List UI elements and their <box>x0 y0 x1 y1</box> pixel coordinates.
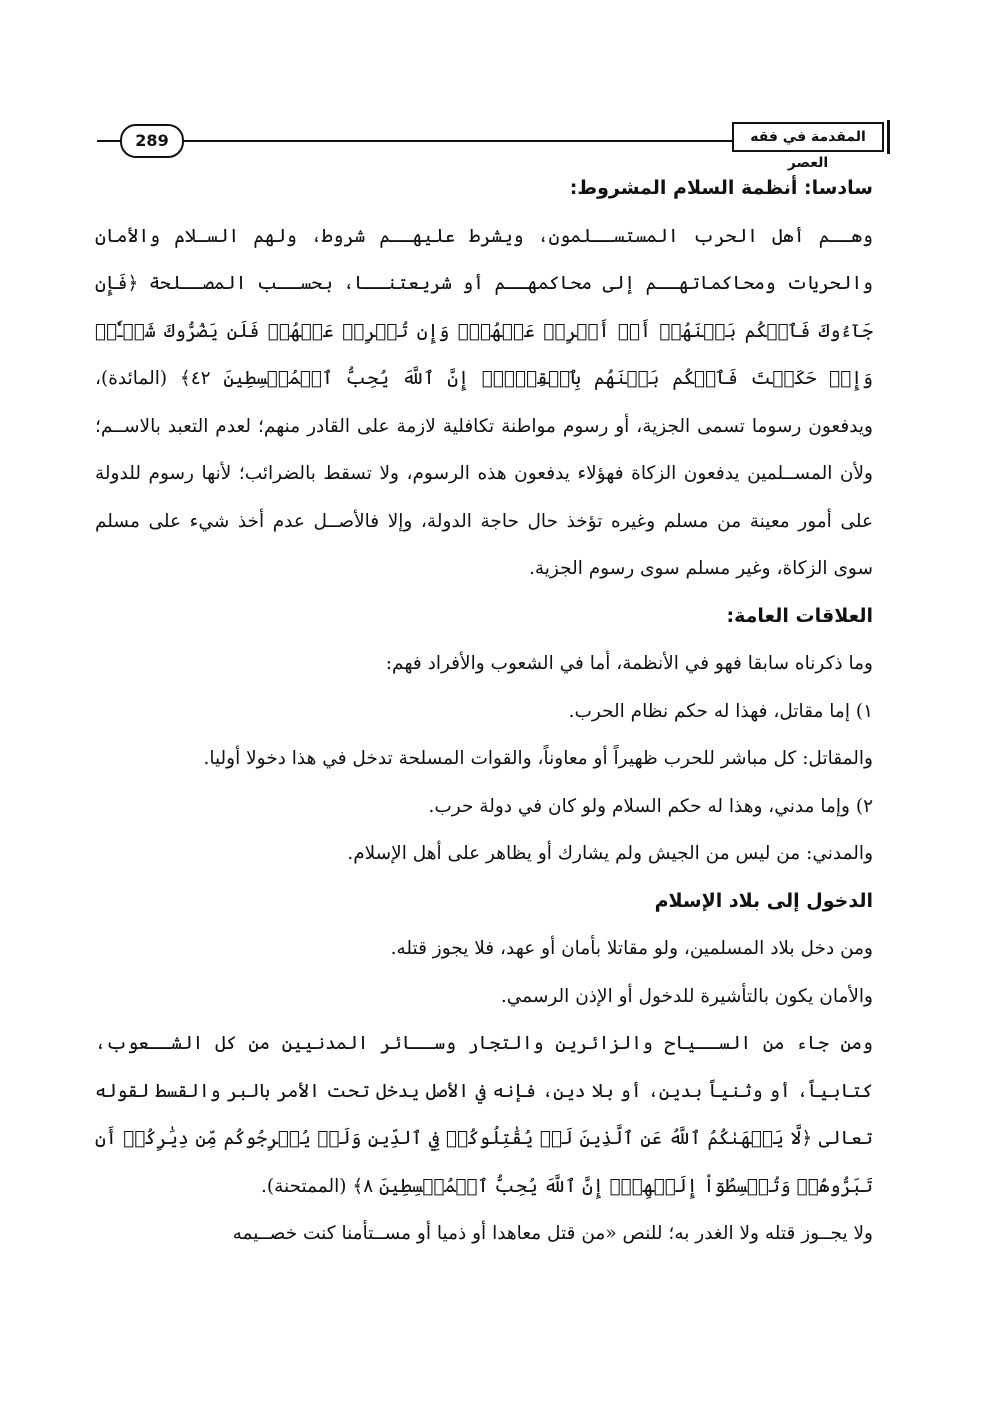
paragraph-text: ومن جاء من الســياح والزائرين والتجار وســائر المدنيين من كل الشــعوب، كتابياً، أو وثنياً بدين، أو بلا دين، فإنه في الأصل يدخل تحت الأمر بالبر والقسط لقوله تعالى <box>95 1033 873 1149</box>
paragraph: والمقاتل: كل مباشر للحرب ظهيراً أو معاوناً، والقوات المسلحة تدخل في هذا دخولا أوليا. <box>203 748 873 769</box>
paragraph: وما ذكرناه سابقا فهو في الأنظمة، أما في الشعوب والأفراد فهم: <box>385 653 873 674</box>
book-title: المقدمة في فقه العصر <box>732 122 884 152</box>
section-heading-entering-islamic-lands: الدخول إلى بلاد الإسلام <box>654 889 873 912</box>
section-heading-conditional-peace: سادسا: أنظمة السلام المشروط: <box>569 177 873 199</box>
paragraph-text: (المائدة)، ويدفعون رسوما تسمى الجزية، أو رسوم مواطنة تكافلية لازمة على القادر منهم؛ لعدم التعبد بالاســم؛ ولأن المســلمين يدفعون الزكاة فهؤلاء يدفعون هذه الرسوم، ولا تسقط بالضرائب؛ لأنها رسوم للدولة على أمور معينة من مسلم وغيره تؤخذ حال حاجة الدولة، وإلا فالأصــل عدم أخذ شيء على مسلم سوى الزكاة، وغير مسلم سوى رسوم الجزية. <box>95 368 873 579</box>
paragraph <box>95 1020 873 1210</box>
paragraph: والمدني: من ليس من الجيش ولم يشارك أو يظاهر على أهل الإسلام. <box>347 843 873 864</box>
quran-verse: ﴿فَإِن جَآءُوكَ فَٱحۡكُم بَيۡنَهُمۡ أَوۡ أَعۡرِضۡ عَنۡهُمۡۖ وَإِن تُعۡرِضۡ عَنۡهُمۡ فَلَن يَضُرُّوكَ شَيۡـٔٗاۖ وَإِنۡ حَكَمۡتَ فَٱحۡكُم بَيۡنَهُم بِٱلۡقِسۡطِۚ إِنَّ ٱللَّهَ يُحِبُّ ٱلۡمُقۡسِطِينَ ٤٢﴾ <box>95 273 873 389</box>
paragraph-text: (الممتحنة). <box>260 1175 353 1197</box>
section-heading-public-relations: العلاقات العامة: <box>726 604 873 627</box>
paragraph-text: وهــم أهل الحرب المستســلمون، ويشرط عليهــم شروط، ولهم السـلام والأمان والحريات ومحاكماتهــم إلى محاكمهــم أو شريعتنــا، بحســب المصــلحة <box>95 225 873 294</box>
page-header <box>0 0 1004 171</box>
paragraph: ومن دخل بلاد المسلمين، ولو مقاتلا بأمان أو عهد، فلا يجوز قتله. <box>390 938 873 959</box>
paragraph: ولا يجــوز قتله ولا الغدر به؛ للنص «من قتل معاهدا أو ذميا أو مســتأمنا كنت خصــيمه <box>232 1223 873 1244</box>
page-body <box>95 165 873 1258</box>
quran-verse: ﴿لَّا يَنۡهَىٰكُمُ ٱللَّهُ عَنِ ٱلَّذِينَ لَمۡ يُقَٰتِلُوكُمۡ فِي ٱلدِّينِ وَلَمۡ يُخۡرِجُوكُم مِّن دِيَٰرِكُمۡ أَن تَبَرُّوهُمۡ وَتُقۡسِطُوٓاْ إِلَيۡهِمۡۚ إِنَّ ٱللَّهَ يُحِبُّ ٱلۡمُقۡسِطِينَ ٨﴾ <box>95 1128 873 1197</box>
paragraph: والأمان يكون بالتأشيرة للدخول أو الإذن الرسمي. <box>500 985 873 1007</box>
header-rule <box>180 140 732 142</box>
paragraph <box>95 213 873 593</box>
list-item: ٢) وإما مدني، وهذا له حكم السلام ولو كان في دولة حرب. <box>428 795 873 817</box>
page-number: 289 <box>120 124 184 158</box>
list-item: ١) إما مقاتل، فهذا له حكم نظام الحرب. <box>568 700 873 722</box>
